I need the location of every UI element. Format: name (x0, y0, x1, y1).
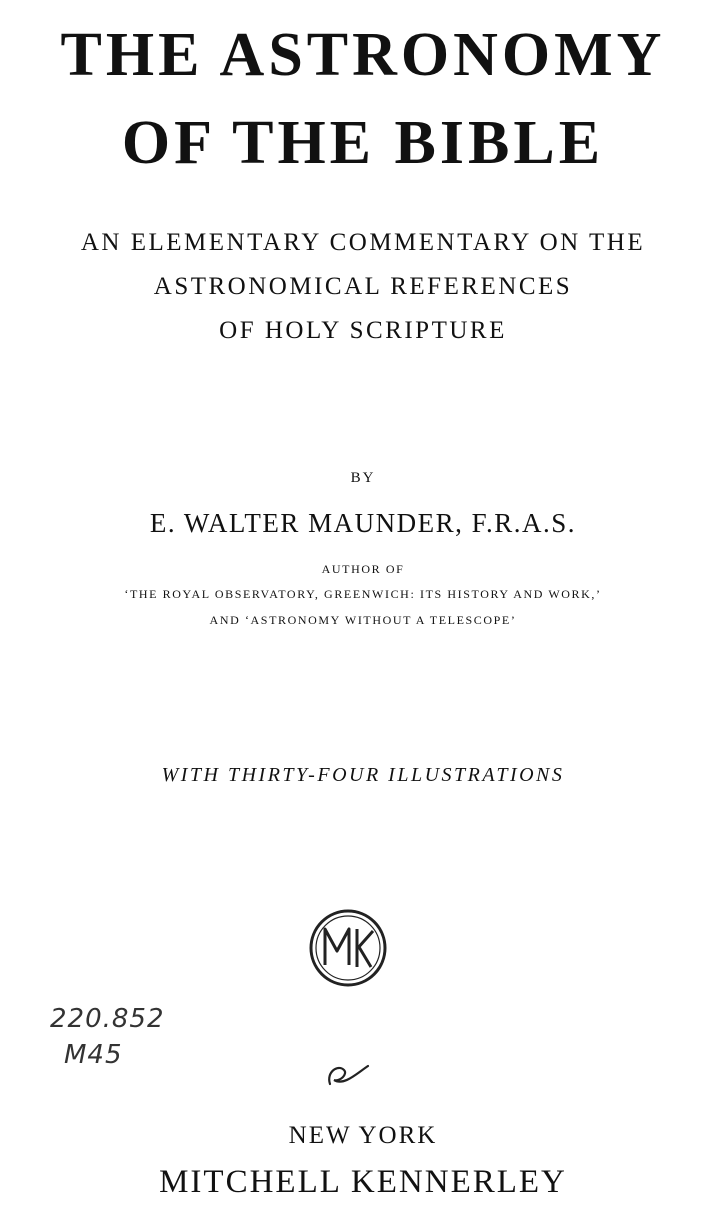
subtitle-line-2: ASTRONOMICAL REFERENCES (153, 273, 573, 300)
subtitle-line-3: OF HOLY SCRIPTURE (219, 317, 507, 344)
handwritten-cutter-number: M45 (64, 1040, 123, 1070)
byline: BY (350, 470, 376, 486)
imprint-publisher: MITCHELL KENNERLEY (159, 1164, 567, 1200)
subtitle-line-1: AN ELEMENTARY COMMENTARY ON THE (80, 229, 646, 256)
illustrations-note: WITH THIRTY-FOUR ILLUSTRATIONS (161, 764, 565, 786)
author-note-line-3: AND ‘ASTRONOMY WITHOUT A TELESCOPE’ (209, 613, 517, 627)
handwritten-call-number: 220.852 (50, 1004, 165, 1034)
ornament-flourish-icon (324, 1058, 374, 1092)
title-line-2: OF THE BIBLE (121, 109, 605, 177)
mk-monogram-logo-icon (307, 907, 389, 989)
author-note-line-1: AUTHOR OF (321, 562, 405, 576)
imprint-city: NEW YORK (288, 1122, 438, 1149)
author-name: E. WALTER MAUNDER, F.R.A.S. (149, 508, 577, 538)
title-line-1: THE ASTRONOMY (60, 21, 666, 89)
author-note-line-2: ‘THE ROYAL OBSERVATORY, GREENWICH: ITS HISTORY AND WORK,’ (124, 587, 602, 601)
